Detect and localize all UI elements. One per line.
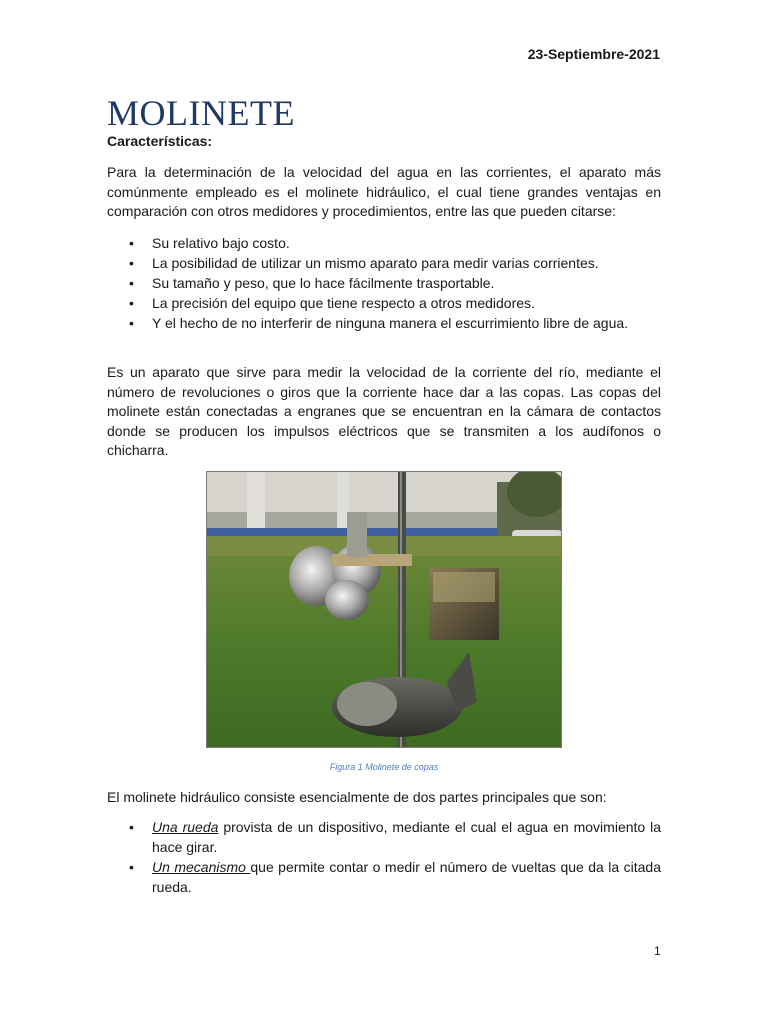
- description-paragraph: Es un aparato que sirve para medir la velocidad de la corriente del río, mediante el número de revoluciones o giros que la corriente hace dar a las copas. Las copas del molinete están conectadas a engranes que se encuentran en la cámara de contactos donde se producen los impulsos eléctricos que se transmiten a los audífonos o chicharra.: [107, 364, 661, 458]
- list-item: • Su tamaño y peso, que lo hace fácilmente trasportable.: [107, 273, 661, 293]
- current-meter-photo: [207, 472, 562, 748]
- list-item: • Y el hecho de no interferir de ninguna manera el escurrimiento libre de agua.: [107, 313, 661, 333]
- list-item: [107, 857, 661, 897]
- page-title: MOLINETE: [107, 93, 295, 133]
- list-item: • La posibilidad de utilizar un mismo aparato para medir varias corrientes.: [107, 253, 661, 273]
- part-term: Una rueda: [152, 819, 219, 835]
- part-description: que permite contar o medir el número de vueltas que da la citada rueda.: [152, 859, 661, 895]
- part-term: Un mecanismo: [152, 859, 251, 875]
- parts-list: [107, 817, 661, 897]
- advantages-list: [107, 233, 661, 333]
- list-item: [107, 817, 661, 857]
- parts-intro-paragraph: El molinete hidráulico consiste esencialmente de dos partes principales que son:: [107, 789, 607, 805]
- page-number: 1: [654, 944, 661, 958]
- part-description: provista de un dispositivo, mediante el cual el agua en movimiento la hace girar.: [152, 819, 661, 855]
- figure-photo: [206, 471, 562, 748]
- date-header: 23-Septiembre-2021: [527, 46, 660, 62]
- section-subtitle: Características:: [107, 133, 213, 149]
- figure-caption: Figura 1 Molinete de copas: [329, 762, 439, 772]
- list-item: • Su relativo bajo costo.: [107, 233, 661, 253]
- list-item: • La precisión del equipo que tiene respecto a otros medidores.: [107, 293, 661, 313]
- intro-paragraph: Para la determinación de la velocidad del agua en las corrientes, el aparato más comúnmente empleado es el molinete hidráulico, el cual tiene grandes ventajas en comparación con otros medidores y procedimientos, entre las que pueden citarse:: [107, 164, 661, 219]
